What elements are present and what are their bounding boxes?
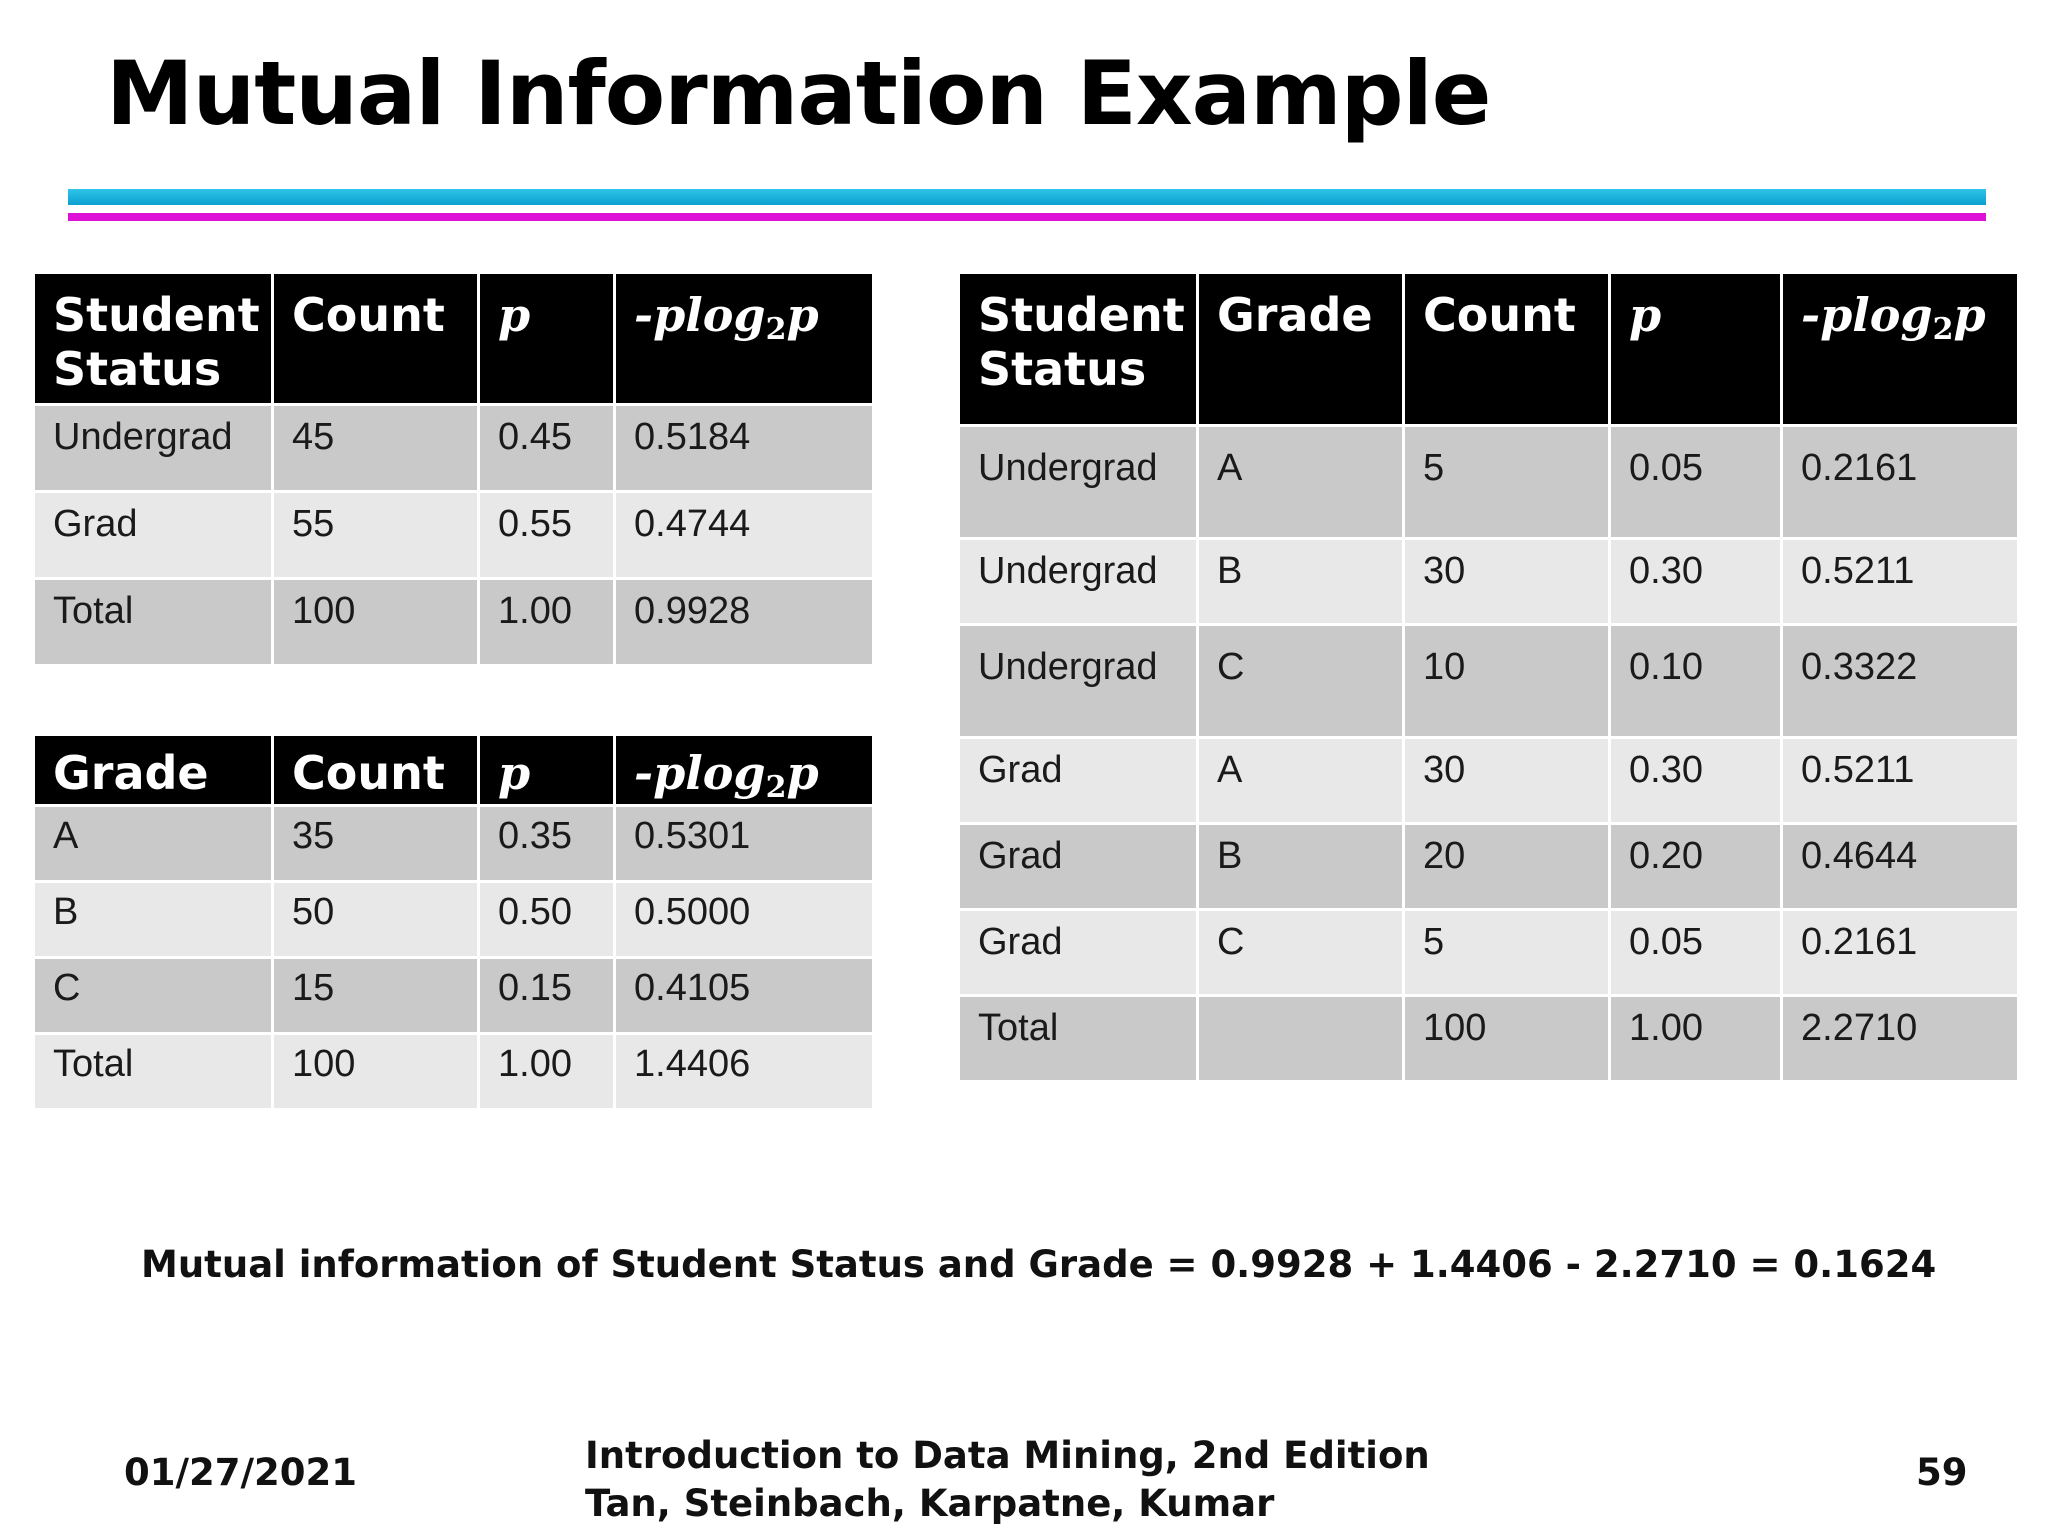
cell-status: Grad	[960, 739, 1196, 822]
cell-count: 5	[1405, 427, 1608, 537]
table-header-row	[35, 736, 872, 804]
cell-neg-plogp: 0.5301	[616, 807, 872, 880]
cell-grade: A	[1199, 427, 1402, 537]
header-student-status: Student Status	[35, 274, 271, 403]
cell-status: Undergrad	[960, 427, 1196, 537]
cell-grade: B	[1199, 540, 1402, 623]
cell-neg-plogp: 0.3322	[1783, 626, 2017, 736]
header-neg-plogp: -plog$_2$p	[616, 736, 872, 804]
table-row	[35, 406, 872, 490]
header-p: p	[480, 736, 613, 804]
footer-page-number: 59	[1916, 1451, 1968, 1494]
cell-count: 15	[274, 959, 477, 1032]
cell-label: Total	[35, 580, 271, 664]
cell-status: Total	[960, 997, 1196, 1080]
cell-p: 0.55	[480, 493, 613, 577]
cell-grade	[1199, 997, 1402, 1080]
title-rule-cyan	[68, 189, 1986, 205]
joint-status-grade-table	[957, 271, 2020, 1083]
cell-label: Total	[35, 1035, 271, 1108]
table-row	[960, 427, 2017, 537]
header-neg-plogp: -plog$_2$p	[616, 274, 872, 403]
cell-p: 0.30	[1611, 739, 1780, 822]
footer-book-title: Introduction to Data Mining, 2nd Edition	[585, 1434, 1430, 1477]
cell-count: 100	[1405, 997, 1608, 1080]
cell-grade: C	[1199, 911, 1402, 994]
cell-p: 0.05	[1611, 911, 1780, 994]
cell-label: Grad	[35, 493, 271, 577]
cell-count: 5	[1405, 911, 1608, 994]
cell-count: 45	[274, 406, 477, 490]
cell-p: 0.50	[480, 883, 613, 956]
cell-neg-plogp: 0.5211	[1783, 540, 2017, 623]
header-neg-plogp: -plog$_2$p	[1783, 274, 2017, 424]
cell-neg-plogp: 0.4744	[616, 493, 872, 577]
table-row	[960, 540, 2017, 623]
table-row	[960, 997, 2017, 1080]
footer-book-citation	[585, 1432, 1430, 1528]
cell-p: 1.00	[1611, 997, 1780, 1080]
cell-p: 1.00	[480, 1035, 613, 1108]
cell-p: 0.05	[1611, 427, 1780, 537]
footer-book-authors: Tan, Steinbach, Karpatne, Kumar	[585, 1482, 1275, 1526]
cell-count: 55	[274, 493, 477, 577]
mutual-information-statement: Mutual information of Student Status and Grade = 0.9928 + 1.4406 - 2.2710 = 0.1624	[141, 1243, 1937, 1286]
table-row	[960, 739, 2017, 822]
cell-neg-plogp: 0.9928	[616, 580, 872, 664]
slide-title: Mutual Information Example	[106, 42, 1491, 145]
table-row	[35, 883, 872, 956]
header-p: p	[1611, 274, 1780, 424]
cell-p: 0.35	[480, 807, 613, 880]
header-count: Count	[274, 274, 477, 403]
header-count: Count	[274, 736, 477, 804]
cell-status: Grad	[960, 825, 1196, 908]
table-row	[960, 911, 2017, 994]
cell-label: B	[35, 883, 271, 956]
cell-neg-plogp: 2.2710	[1783, 997, 2017, 1080]
cell-p: 0.45	[480, 406, 613, 490]
header-grade: Grade	[35, 736, 271, 804]
cell-p: 0.20	[1611, 825, 1780, 908]
table-row	[35, 959, 872, 1032]
student-status-table	[32, 271, 875, 667]
table-row	[35, 580, 872, 664]
cell-count: 50	[274, 883, 477, 956]
cell-count: 30	[1405, 739, 1608, 822]
header-count: Count	[1405, 274, 1608, 424]
table-header-row	[960, 274, 2017, 424]
cell-p: 1.00	[480, 580, 613, 664]
table-row	[960, 626, 2017, 736]
table-row	[35, 493, 872, 577]
cell-label: C	[35, 959, 271, 1032]
cell-status: Undergrad	[960, 626, 1196, 736]
cell-p: 0.10	[1611, 626, 1780, 736]
cell-count: 100	[274, 580, 477, 664]
cell-status: Grad	[960, 911, 1196, 994]
cell-grade: C	[1199, 626, 1402, 736]
cell-p: 0.30	[1611, 540, 1780, 623]
cell-label: A	[35, 807, 271, 880]
cell-neg-plogp: 0.5184	[616, 406, 872, 490]
grade-table	[32, 733, 875, 1111]
table-header-row	[35, 274, 872, 403]
cell-count: 20	[1405, 825, 1608, 908]
cell-count: 10	[1405, 626, 1608, 736]
table-row	[35, 1035, 872, 1108]
table-row	[35, 807, 872, 880]
cell-neg-plogp: 0.2161	[1783, 427, 2017, 537]
cell-neg-plogp: 0.4105	[616, 959, 872, 1032]
cell-neg-plogp: 0.2161	[1783, 911, 2017, 994]
table-row	[960, 825, 2017, 908]
header-student-status: Student Status	[960, 274, 1196, 424]
cell-count: 30	[1405, 540, 1608, 623]
cell-count: 100	[274, 1035, 477, 1108]
cell-neg-plogp: 1.4406	[616, 1035, 872, 1108]
header-p: p	[480, 274, 613, 403]
cell-p: 0.15	[480, 959, 613, 1032]
cell-grade: B	[1199, 825, 1402, 908]
footer-date: 01/27/2021	[124, 1451, 357, 1494]
cell-neg-plogp: 0.4644	[1783, 825, 2017, 908]
title-rule-magenta	[68, 213, 1986, 221]
cell-status: Undergrad	[960, 540, 1196, 623]
cell-grade: A	[1199, 739, 1402, 822]
header-grade: Grade	[1199, 274, 1402, 424]
cell-count: 35	[274, 807, 477, 880]
cell-label: Undergrad	[35, 406, 271, 490]
cell-neg-plogp: 0.5211	[1783, 739, 2017, 822]
cell-neg-plogp: 0.5000	[616, 883, 872, 956]
